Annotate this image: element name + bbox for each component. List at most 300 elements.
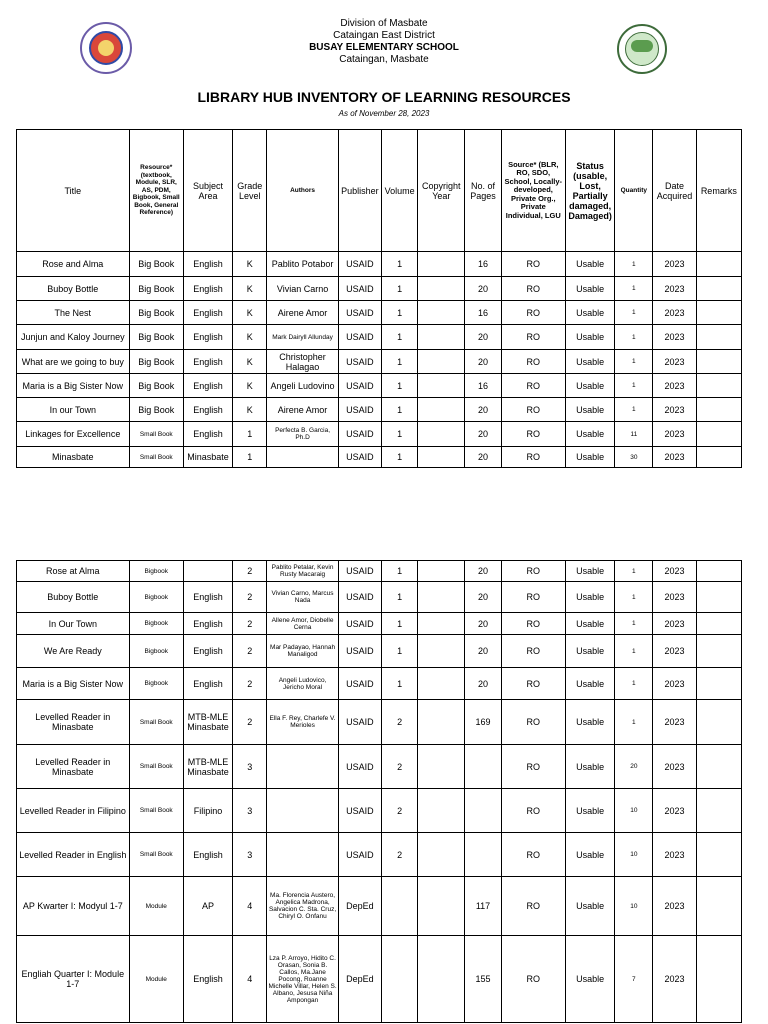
cell-pages: 20 <box>465 447 501 468</box>
header-lines <box>0 18 768 66</box>
cell-copyright <box>418 789 465 833</box>
cell-title: Minasbate <box>17 447 130 468</box>
cell-copyright <box>418 613 465 635</box>
cell-authors <box>267 789 338 833</box>
table-header-row <box>17 130 742 252</box>
cell-remarks <box>696 301 741 325</box>
cell-authors: Christopher Halagao <box>267 350 338 374</box>
cell-subject: English <box>183 936 232 1023</box>
cell-date: 2023 <box>653 325 696 350</box>
cell-authors: Vivian Carno, Marcus Nada <box>267 582 338 613</box>
cell-copyright <box>418 422 465 447</box>
cell-grade: 4 <box>233 877 267 936</box>
cell-title: What are we going to buy <box>17 350 130 374</box>
cell-status: Usable <box>565 700 614 745</box>
cell-volume: 1 <box>381 447 417 468</box>
cell-title: Levelled Reader in Filipino <box>17 789 130 833</box>
cell-remarks <box>696 877 741 936</box>
cell-remarks <box>696 277 741 301</box>
cell-copyright <box>418 325 465 350</box>
cell-quantity: 10 <box>615 833 653 877</box>
cell-subject: AP <box>183 877 232 936</box>
table-row <box>17 447 742 468</box>
cell-copyright <box>418 936 465 1023</box>
cell-pages <box>465 789 501 833</box>
col-pages: No. of Pages <box>465 130 501 252</box>
cell-authors <box>267 447 338 468</box>
cell-resource: Small Book <box>129 745 183 789</box>
cell-grade: K <box>233 252 267 277</box>
cell-pages: 16 <box>465 374 501 398</box>
cell-publisher: USAID <box>338 422 381 447</box>
cell-subject: MTB-MLE Minasbate <box>183 700 232 745</box>
table-row <box>17 668 742 700</box>
col-copyright: Copyright Year <box>418 130 465 252</box>
cell-copyright <box>418 668 465 700</box>
cell-title: Buboy Bottle <box>17 582 130 613</box>
cell-subject: English <box>183 398 232 422</box>
cell-authors: Angeli Ludovico, Jericho Moral <box>267 668 338 700</box>
cell-volume: 2 <box>381 833 417 877</box>
cell-quantity: 1 <box>615 325 653 350</box>
cell-copyright <box>418 561 465 582</box>
cell-volume: 1 <box>381 252 417 277</box>
cell-volume: 1 <box>381 374 417 398</box>
cell-title: Rose and Alma <box>17 252 130 277</box>
table-row <box>17 582 742 613</box>
cell-publisher: USAID <box>338 582 381 613</box>
cell-publisher: DepEd <box>338 936 381 1023</box>
col-quantity: Quantity <box>615 130 653 252</box>
cell-title: In Our Town <box>17 613 130 635</box>
cell-status: Usable <box>565 325 614 350</box>
cell-copyright <box>418 350 465 374</box>
cell-volume: 1 <box>381 350 417 374</box>
cell-authors: Allene Amor, Diobelle Cerna <box>267 613 338 635</box>
cell-pages: 20 <box>465 422 501 447</box>
cell-remarks <box>696 936 741 1023</box>
cell-grade: 4 <box>233 936 267 1023</box>
cell-status: Usable <box>565 613 614 635</box>
col-grade: Grade Level <box>233 130 267 252</box>
cell-authors: Pablito Potabor <box>267 252 338 277</box>
district-text: Cataingan East District <box>333 30 435 41</box>
cell-grade: 3 <box>233 789 267 833</box>
col-source: Source* (BLR, RO, SDO, School, Locally-developed, Private Org., Private Individual, LGU <box>501 130 565 252</box>
location-text: Cataingan, Masbate <box>339 54 429 65</box>
cell-pages: 20 <box>465 325 501 350</box>
cell-date: 2023 <box>653 936 696 1023</box>
cell-authors: Perfecta B. Garcia, Ph.D <box>267 422 338 447</box>
col-title: Title <box>17 130 130 252</box>
cell-quantity: 1 <box>615 398 653 422</box>
cell-remarks <box>696 422 741 447</box>
cell-subject: English <box>183 582 232 613</box>
cell-title: Levelled Reader in Minasbate <box>17 745 130 789</box>
cell-pages: 155 <box>465 936 501 1023</box>
table-row <box>17 374 742 398</box>
table-row <box>17 877 742 936</box>
cell-source: RO <box>501 745 565 789</box>
cell-remarks <box>696 700 741 745</box>
cell-remarks <box>696 613 741 635</box>
cell-publisher: USAID <box>338 398 381 422</box>
cell-copyright <box>418 398 465 422</box>
cell-authors: Pablito Petalar, Kevin Rusty Macaraig <box>267 561 338 582</box>
cell-source: RO <box>501 668 565 700</box>
cell-remarks <box>696 398 741 422</box>
cell-source: RO <box>501 877 565 936</box>
cell-publisher: USAID <box>338 374 381 398</box>
cell-resource: Module <box>129 877 183 936</box>
table-row <box>17 613 742 635</box>
cell-pages: 16 <box>465 301 501 325</box>
cell-volume: 1 <box>381 398 417 422</box>
cell-quantity: 1 <box>615 350 653 374</box>
cell-title: Maria is a Big Sister Now <box>17 374 130 398</box>
cell-authors <box>267 745 338 789</box>
cell-status: Usable <box>565 561 614 582</box>
cell-authors: Mar Padayao, Hannah Manaligod <box>267 635 338 668</box>
cell-authors: Angeli Ludovino <box>267 374 338 398</box>
cell-pages <box>465 833 501 877</box>
cell-title: We Are Ready <box>17 635 130 668</box>
cell-status: Usable <box>565 277 614 301</box>
cell-publisher: USAID <box>338 561 381 582</box>
cell-copyright <box>418 301 465 325</box>
cell-status: Usable <box>565 833 614 877</box>
cell-title: Levelled Reader in Minasbate <box>17 700 130 745</box>
cell-title: Buboy Bottle <box>17 277 130 301</box>
cell-pages <box>465 745 501 789</box>
cell-volume <box>381 936 417 1023</box>
cell-date: 2023 <box>653 350 696 374</box>
cell-subject: English <box>183 374 232 398</box>
cell-resource: Big Book <box>129 350 183 374</box>
cell-source: RO <box>501 277 565 301</box>
cell-remarks <box>696 561 741 582</box>
cell-resource: Big Book <box>129 277 183 301</box>
cell-grade: 2 <box>233 561 267 582</box>
cell-subject <box>183 561 232 582</box>
cell-copyright <box>418 700 465 745</box>
cell-remarks <box>696 635 741 668</box>
cell-date: 2023 <box>653 582 696 613</box>
cell-pages: 16 <box>465 252 501 277</box>
cell-publisher: USAID <box>338 745 381 789</box>
cell-pages: 20 <box>465 277 501 301</box>
cell-quantity: 1 <box>615 668 653 700</box>
cell-resource: Bigbook <box>129 668 183 700</box>
cell-status: Usable <box>565 668 614 700</box>
cell-quantity: 1 <box>615 277 653 301</box>
cell-copyright <box>418 447 465 468</box>
cell-source: RO <box>501 422 565 447</box>
cell-subject: English <box>183 350 232 374</box>
cell-source: RO <box>501 561 565 582</box>
cell-resource: Big Book <box>129 301 183 325</box>
cell-resource: Big Book <box>129 398 183 422</box>
cell-volume: 1 <box>381 422 417 447</box>
cell-subject: English <box>183 252 232 277</box>
col-status: Status (usable, Lost, Partially damaged, Damaged) <box>565 130 614 252</box>
cell-quantity: 1 <box>615 700 653 745</box>
cell-grade: 2 <box>233 700 267 745</box>
cell-grade: K <box>233 277 267 301</box>
cell-grade: 3 <box>233 833 267 877</box>
col-authors: Authors <box>267 130 338 252</box>
cell-grade: 2 <box>233 635 267 668</box>
table-row <box>17 398 742 422</box>
cell-quantity: 7 <box>615 936 653 1023</box>
cell-date: 2023 <box>653 635 696 668</box>
cell-title: In our Town <box>17 398 130 422</box>
col-date: Date Acquired <box>653 130 696 252</box>
cell-authors: Mark Dairyll Allunday <box>267 325 338 350</box>
cell-publisher: USAID <box>338 668 381 700</box>
cell-subject: English <box>183 325 232 350</box>
cell-pages: 20 <box>465 398 501 422</box>
cell-source: RO <box>501 398 565 422</box>
cell-authors: Lza P. Arroyo, Hidito C. Orasan, Sonia B. Callos, Ma.Jane Pocong, Roanne Michelle Villar, Helen S. Albano, Jesusa Niña Ampongan <box>267 936 338 1023</box>
cell-grade: 1 <box>233 422 267 447</box>
cell-remarks <box>696 582 741 613</box>
table-row <box>17 422 742 447</box>
cell-publisher: USAID <box>338 301 381 325</box>
cell-status: Usable <box>565 398 614 422</box>
cell-title: Levelled Reader in English <box>17 833 130 877</box>
col-publisher: Publisher <box>338 130 381 252</box>
cell-copyright <box>418 277 465 301</box>
cell-title: Junjun and Kaloy Journey <box>17 325 130 350</box>
inventory-table-2 <box>16 560 742 1023</box>
cell-source: RO <box>501 789 565 833</box>
cell-quantity: 1 <box>615 561 653 582</box>
cell-date: 2023 <box>653 833 696 877</box>
cell-quantity: 1 <box>615 301 653 325</box>
cell-source: RO <box>501 374 565 398</box>
cell-title: AP Kwarter I: Modyul 1-7 <box>17 877 130 936</box>
cell-quantity: 20 <box>615 745 653 789</box>
as-of-date: As of November 28, 2023 <box>338 109 430 118</box>
cell-pages: 20 <box>465 561 501 582</box>
cell-source: RO <box>501 301 565 325</box>
cell-resource: Big Book <box>129 252 183 277</box>
cell-quantity: 10 <box>615 789 653 833</box>
cell-publisher: USAID <box>338 700 381 745</box>
table-row <box>17 277 742 301</box>
cell-date: 2023 <box>653 301 696 325</box>
cell-copyright <box>418 374 465 398</box>
cell-remarks <box>696 745 741 789</box>
cell-title: The Nest <box>17 301 130 325</box>
cell-grade: K <box>233 374 267 398</box>
cell-remarks <box>696 789 741 833</box>
cell-remarks <box>696 350 741 374</box>
cell-subject: MTB-MLE Minasbate <box>183 745 232 789</box>
cell-volume: 2 <box>381 789 417 833</box>
col-subject: Subject Area <box>183 130 232 252</box>
cell-remarks <box>696 447 741 468</box>
cell-date: 2023 <box>653 398 696 422</box>
cell-subject: English <box>183 277 232 301</box>
cell-pages: 20 <box>465 350 501 374</box>
cell-quantity: 11 <box>615 422 653 447</box>
cell-status: Usable <box>565 635 614 668</box>
cell-remarks <box>696 252 741 277</box>
cell-source: RO <box>501 635 565 668</box>
cell-date: 2023 <box>653 877 696 936</box>
cell-authors: Ma. Florencia Austero, Angelica Madrona, Salvacion C. Sta. Cruz, Chiryl O. Onfanu <box>267 877 338 936</box>
cell-quantity: 1 <box>615 374 653 398</box>
table-row <box>17 350 742 374</box>
cell-title: Engliah Quarter I: Module 1-7 <box>17 936 130 1023</box>
cell-grade: K <box>233 325 267 350</box>
cell-grade: K <box>233 350 267 374</box>
cell-authors: Airene Amor <box>267 398 338 422</box>
cell-status: Usable <box>565 789 614 833</box>
cell-remarks <box>696 325 741 350</box>
cell-status: Usable <box>565 252 614 277</box>
cell-date: 2023 <box>653 252 696 277</box>
cell-subject: Filipino <box>183 789 232 833</box>
cell-date: 2023 <box>653 561 696 582</box>
table-row <box>17 252 742 277</box>
cell-quantity: 1 <box>615 613 653 635</box>
cell-pages: 20 <box>465 635 501 668</box>
table-row <box>17 789 742 833</box>
cell-source: RO <box>501 447 565 468</box>
cell-volume: 1 <box>381 613 417 635</box>
cell-authors <box>267 833 338 877</box>
cell-quantity: 1 <box>615 582 653 613</box>
table-row <box>17 700 742 745</box>
cell-pages: 117 <box>465 877 501 936</box>
cell-remarks <box>696 374 741 398</box>
cell-copyright <box>418 877 465 936</box>
document-title: LIBRARY HUB INVENTORY OF LEARNING RESOURCES <box>197 89 571 105</box>
cell-resource: Big Book <box>129 325 183 350</box>
table-row <box>17 833 742 877</box>
cell-copyright <box>418 833 465 877</box>
cell-date: 2023 <box>653 422 696 447</box>
cell-title: Rose at Alma <box>17 561 130 582</box>
cell-subject: Minasbate <box>183 447 232 468</box>
cell-publisher: USAID <box>338 252 381 277</box>
cell-grade: 1 <box>233 447 267 468</box>
cell-pages: 20 <box>465 668 501 700</box>
cell-volume: 2 <box>381 700 417 745</box>
cell-quantity: 30 <box>615 447 653 468</box>
cell-volume: 1 <box>381 668 417 700</box>
cell-date: 2023 <box>653 700 696 745</box>
cell-status: Usable <box>565 422 614 447</box>
cell-date: 2023 <box>653 745 696 789</box>
cell-publisher: DepEd <box>338 877 381 936</box>
cell-date: 2023 <box>653 447 696 468</box>
cell-resource: Small Book <box>129 833 183 877</box>
cell-title: Maria is a Big Sister Now <box>17 668 130 700</box>
cell-publisher: USAID <box>338 325 381 350</box>
cell-resource: Small Book <box>129 447 183 468</box>
table-row <box>17 301 742 325</box>
col-resource: Resource* (textbook, Module, SLR, AS, PDM, Bigbook, Small Book, General Reference) <box>129 130 183 252</box>
cell-subject: English <box>183 613 232 635</box>
cell-publisher: USAID <box>338 447 381 468</box>
cell-resource: Bigbook <box>129 561 183 582</box>
cell-resource: Bigbook <box>129 613 183 635</box>
cell-grade: 2 <box>233 613 267 635</box>
cell-source: RO <box>501 700 565 745</box>
cell-volume <box>381 877 417 936</box>
cell-resource: Bigbook <box>129 582 183 613</box>
cell-resource: Big Book <box>129 374 183 398</box>
cell-publisher: USAID <box>338 635 381 668</box>
cell-copyright <box>418 252 465 277</box>
cell-date: 2023 <box>653 789 696 833</box>
cell-publisher: USAID <box>338 277 381 301</box>
cell-resource: Small Book <box>129 700 183 745</box>
cell-volume: 1 <box>381 635 417 668</box>
cell-volume: 2 <box>381 745 417 789</box>
cell-copyright <box>418 582 465 613</box>
cell-quantity: 10 <box>615 877 653 936</box>
cell-subject: English <box>183 833 232 877</box>
cell-source: RO <box>501 252 565 277</box>
cell-copyright <box>418 745 465 789</box>
cell-date: 2023 <box>653 374 696 398</box>
cell-date: 2023 <box>653 613 696 635</box>
inventory-table-1 <box>16 129 742 468</box>
cell-status: Usable <box>565 745 614 789</box>
cell-volume: 1 <box>381 301 417 325</box>
cell-authors: Vivian Carno <box>267 277 338 301</box>
cell-source: RO <box>501 325 565 350</box>
table-row <box>17 745 742 789</box>
cell-quantity: 1 <box>615 252 653 277</box>
cell-status: Usable <box>565 350 614 374</box>
cell-source: RO <box>501 613 565 635</box>
cell-resource: Small Book <box>129 789 183 833</box>
table-row <box>17 561 742 582</box>
cell-remarks <box>696 668 741 700</box>
cell-authors: Airene Amor <box>267 301 338 325</box>
table-row <box>17 325 742 350</box>
cell-publisher: USAID <box>338 350 381 374</box>
cell-title: Linkages for Excellence <box>17 422 130 447</box>
cell-subject: English <box>183 301 232 325</box>
cell-pages: 169 <box>465 700 501 745</box>
cell-volume: 1 <box>381 277 417 301</box>
cell-copyright <box>418 635 465 668</box>
cell-status: Usable <box>565 374 614 398</box>
cell-grade: 3 <box>233 745 267 789</box>
cell-status: Usable <box>565 301 614 325</box>
cell-subject: English <box>183 668 232 700</box>
cell-source: RO <box>501 833 565 877</box>
division-text: Division of Masbate <box>340 18 428 29</box>
cell-status: Usable <box>565 447 614 468</box>
cell-status: Usable <box>565 877 614 936</box>
school-name: BUSAY ELEMENTARY SCHOOL <box>309 42 459 53</box>
cell-subject: English <box>183 635 232 668</box>
cell-grade: 2 <box>233 668 267 700</box>
cell-resource: Small Book <box>129 422 183 447</box>
cell-source: RO <box>501 936 565 1023</box>
cell-source: RO <box>501 582 565 613</box>
cell-resource: Bigbook <box>129 635 183 668</box>
cell-authors: Ella F. Rey, Charlefe V. Merioles <box>267 700 338 745</box>
